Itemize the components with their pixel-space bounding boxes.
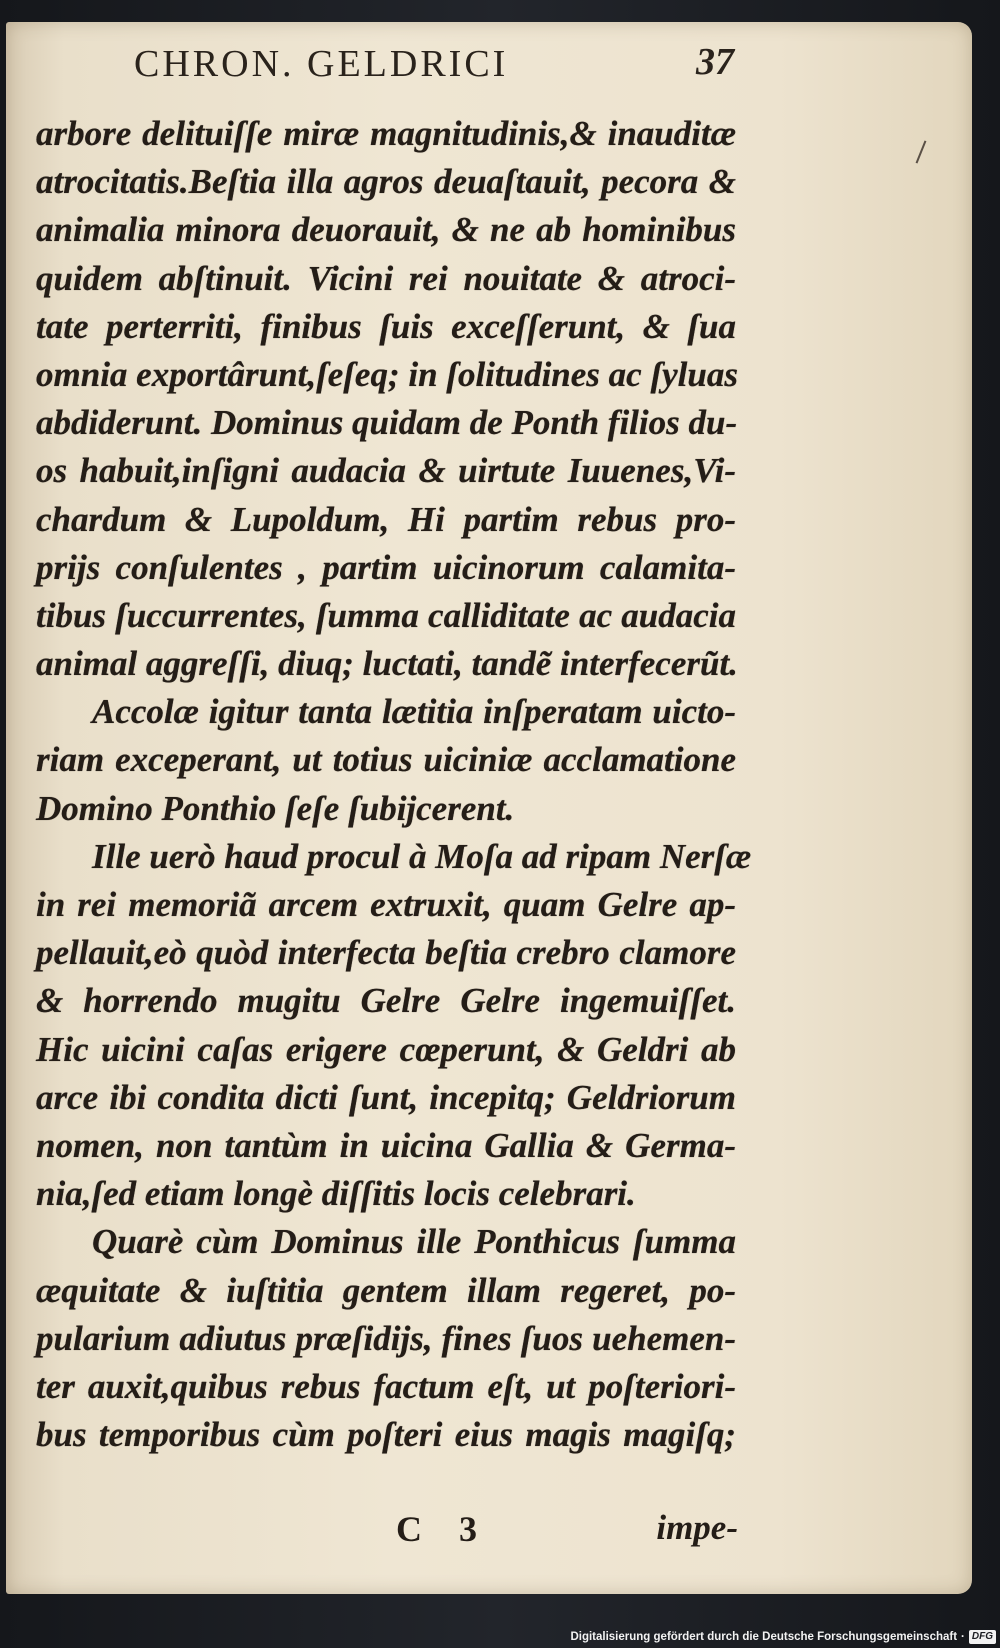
- text-line: omnia exportârunt,ſeſeq; in ſolitudines ac ſyluas: [36, 354, 738, 394]
- text-line: riam exceperant, ut totius uiciniæ acclamatione: [36, 740, 736, 780]
- text-line: arce ibi condita dicti ſunt, incepitq; Geldriorum: [36, 1077, 736, 1117]
- text-line: in rei memoriã arcem extruxit, quam Gelre ap-: [36, 885, 736, 924]
- catchword: impe-: [656, 1508, 738, 1547]
- text-line: prijs conſulentes , partim uicinorum calamita-: [36, 547, 736, 587]
- page-header: [134, 42, 734, 92]
- credit-text: Digitalisierung gefördert durch die Deutsche Forschungsgemeinschaft: [570, 1631, 958, 1643]
- text-line: Hic uicini caſas erigere cœperunt, & Geldri ab: [36, 1029, 736, 1069]
- text-line: tibus ſuccurrentes, ſumma calliditate ac audacia: [36, 595, 736, 635]
- text-line: pellauit,eò quòd interfecta beſtia crebro clamore: [36, 933, 736, 973]
- page-number: 37: [696, 41, 734, 83]
- margin-mark: [916, 140, 927, 163]
- dfg-logo-icon: DFG: [969, 1630, 996, 1644]
- body-text: [36, 110, 752, 1459]
- text-line: os habuit,inſigni audacia & uirtute Iuuenes,Vi-: [36, 451, 736, 491]
- text-line: pularium adiutus præſidijs, fines ſuos uehemen-: [36, 1318, 736, 1358]
- text-line: arbore delituiſſe miræ magnitudinis,& inauditæ: [36, 114, 736, 153]
- book-page: [6, 22, 972, 1594]
- text-line: nia,ſed etiam longè diſſitis locis celebrari.: [36, 1174, 636, 1214]
- running-head: CHRON. GELDRICI: [134, 43, 509, 85]
- text-line: bus temporibus cùm poſteri eius magis magiſq;: [36, 1415, 736, 1455]
- text-line: tate perterriti, finibus ſuis exceſſerunt, & ſua: [36, 306, 736, 346]
- credit-separator: ·: [961, 1631, 965, 1643]
- text-line: animalia minora deuorauit, & ne ab hominibus: [36, 210, 736, 250]
- text-line: ter auxit,quibus rebus factum eſt, ut poſteriori-: [36, 1366, 736, 1406]
- text-line: chardum & Lupoldum, Hi partim rebus pro-: [36, 499, 736, 539]
- text-line: æquitate & iuſtitia gentem illam regeret, po-: [36, 1270, 736, 1310]
- signature-mark: C 3: [396, 1509, 491, 1549]
- text-line: atrocitatis.Beſtia illa agros deuaſtauit, pecora &: [36, 162, 736, 202]
- text-line: & horrendo mugitu Gelre Gelre ingemuiſſet.: [36, 981, 736, 1021]
- text-line: Accolæ igitur tanta lætitia inſperatam uicto-: [92, 692, 736, 732]
- text-line: Quarè cùm Dominus ille Ponthicus ſumma: [92, 1222, 736, 1262]
- text-line: Domino Ponthio ſeſe ſubijcerent.: [36, 788, 515, 828]
- text-line: abdiderunt. Dominus quidam de Ponth filios du-: [36, 403, 738, 443]
- text-line: animal aggreſſi, diuq; luctati, tandẽ interfecerũt.: [36, 644, 738, 684]
- page-footer: [36, 1508, 736, 1558]
- text-line: quidem abſtinuit. Vicini rei nouitate & atroci-: [36, 258, 736, 298]
- digitization-credit: [570, 1628, 996, 1646]
- text-line: Ille uerò haud procul à Moſa ad ripam Nerſæ: [92, 836, 752, 876]
- text-line: nomen, non tantùm in uicina Gallia & Germa-: [36, 1125, 736, 1165]
